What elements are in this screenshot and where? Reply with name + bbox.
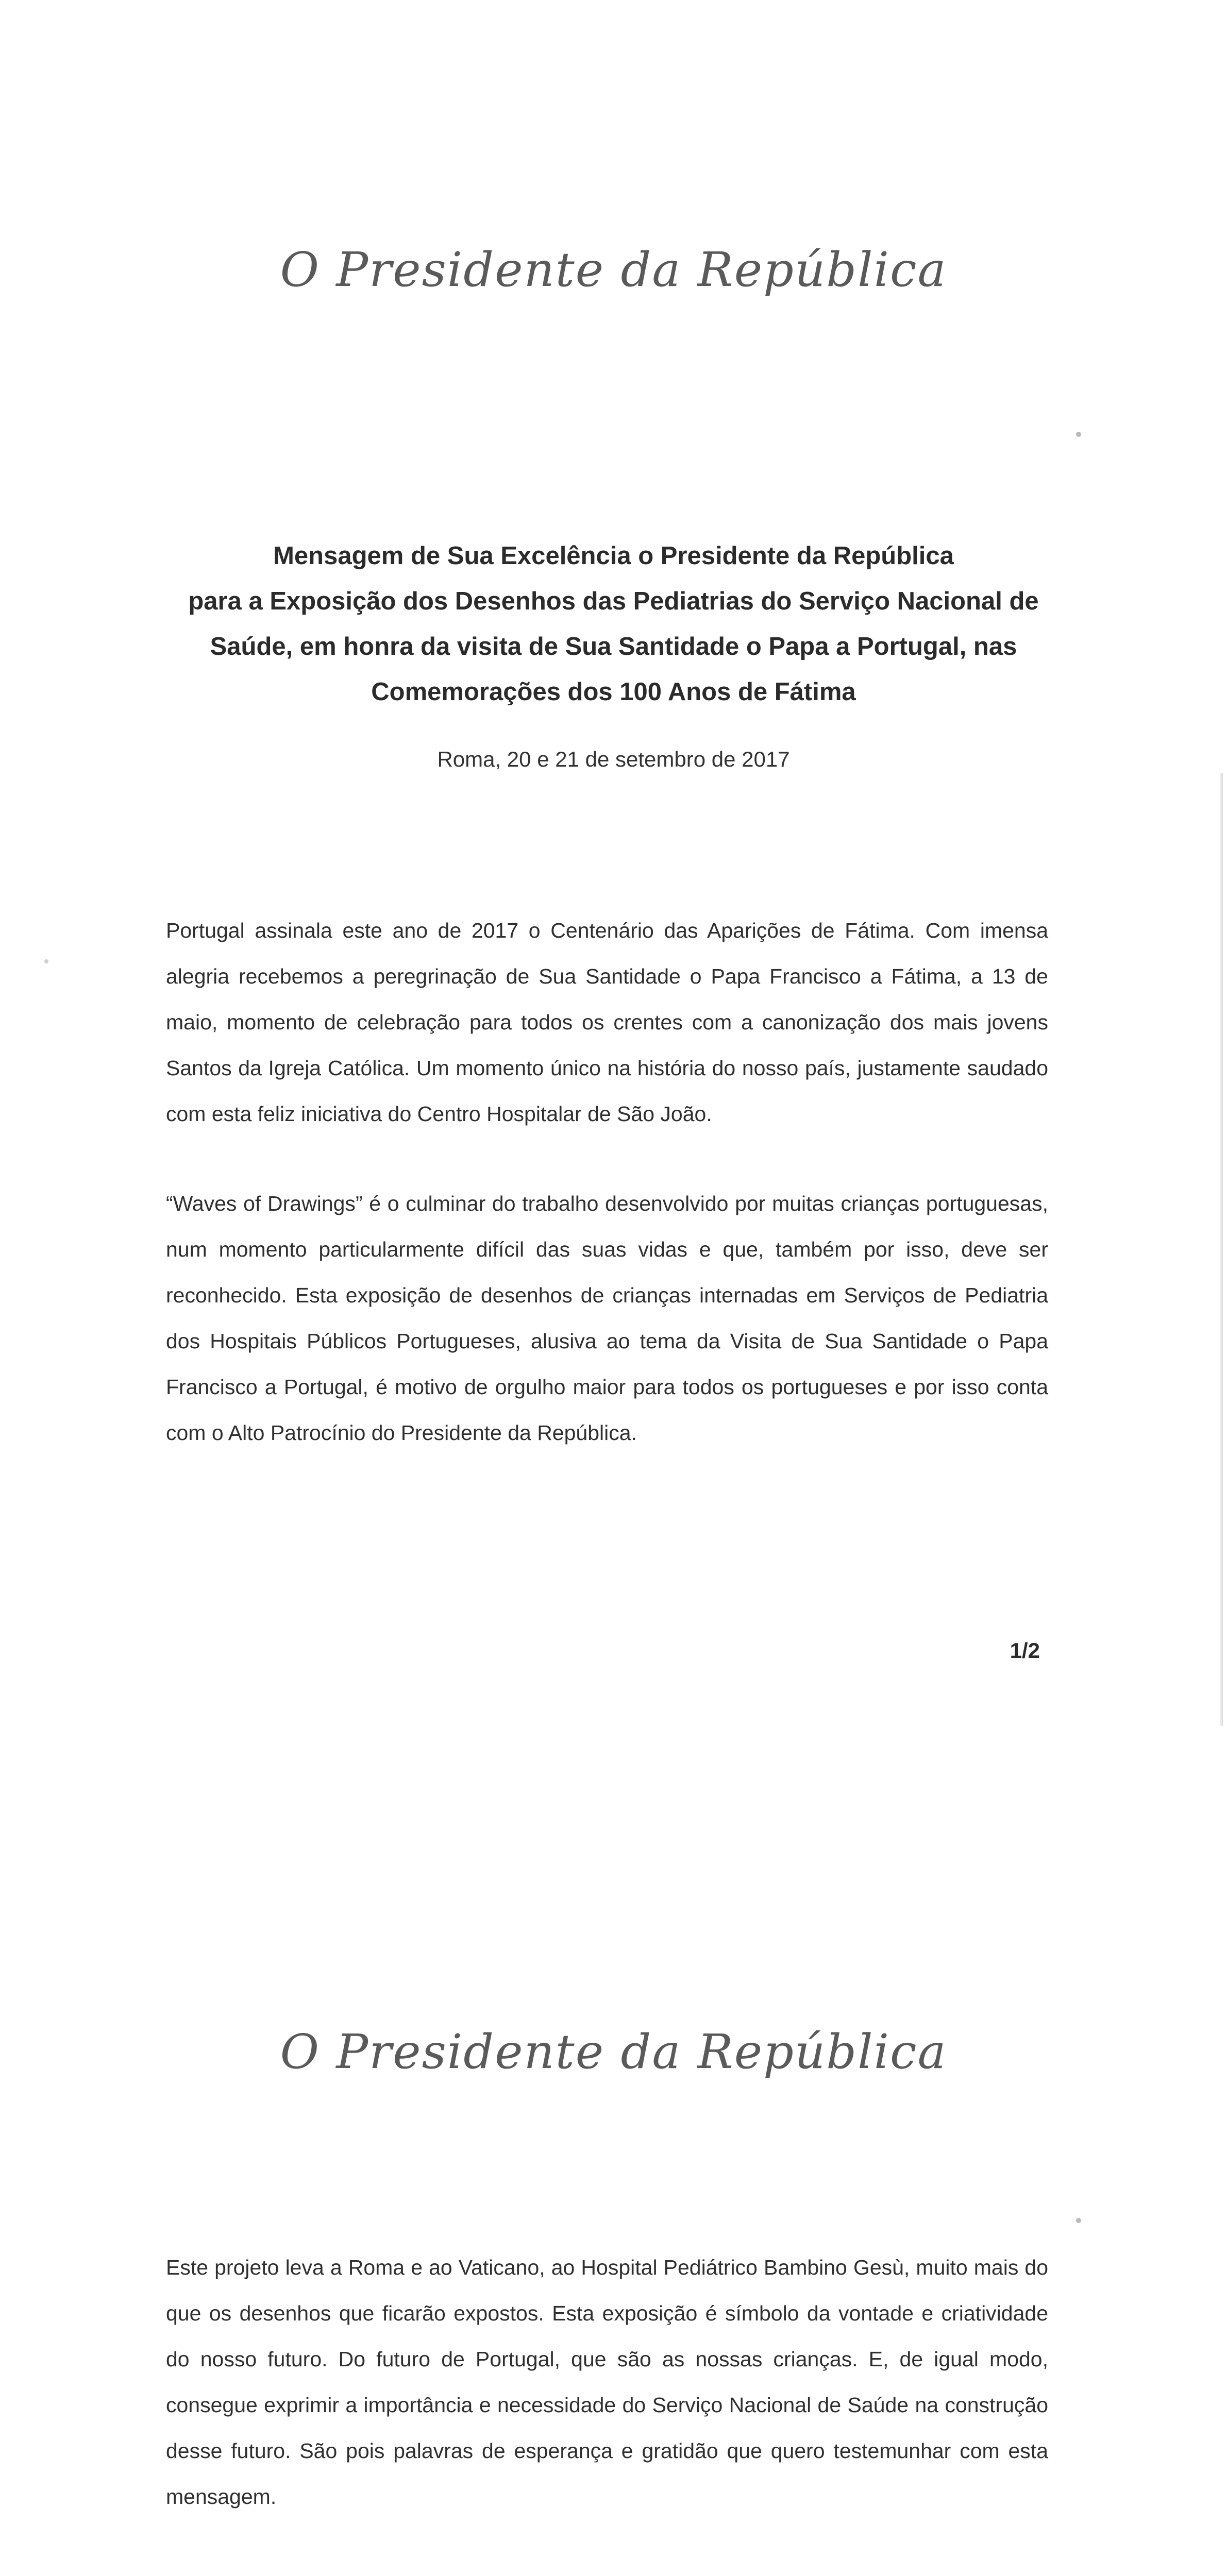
paragraph-bambino-gesu: Este projeto leva a Roma e ao Vaticano, ao Hospital Pediátrico Bambino Gesù, muito mais do que os desenhos que ficarão expostos. Esta exposição é símbolo da vontade e criatividade do nosso futuro. Do futuro de Portugal, que são as nossas crianças. E, de igual modo, consegue exprimir a importância e necessidade do Serviço Nacional de Saúde na construção desse futuro. São pois palavras de esperança e gratidão que quero testemunhar com esta mensagem. xyxy=(166,2256,1048,2509)
heading-line: Comemorações dos 100 Anos de Fátima xyxy=(371,678,856,706)
page-edge xyxy=(1220,773,1223,1726)
heading-line: para a Exposição dos Desenhos das Pediatrias do Serviço Nacional de xyxy=(188,587,1039,615)
page-2 xyxy=(0,1761,1227,2576)
page-number: 1/2 xyxy=(1010,1638,1040,1663)
scan-speck xyxy=(44,959,48,963)
paragraph-centenary: Portugal assinala este ano de 2017 o Centenário das Aparições de Fátima. Com imensa alegria recebemos a peregrinação de Sua Santidade o Papa Francisco a Fátima, a 13 de maio, momento de celebração para todos os crentes com a canonização dos mais jovens Santos da Igreja Católica. Um momento único na história do nosso país, justamente saudado com esta feliz iniciativa do Centro Hospitalar de São João. xyxy=(166,919,1048,1126)
message-heading xyxy=(186,533,1041,715)
scan-speck xyxy=(1076,2218,1081,2223)
event-location-date: Roma, 20 e 21 de setembro de 2017 xyxy=(437,747,790,771)
scan-speck xyxy=(1076,432,1081,437)
letterhead: O Presidente da República xyxy=(280,242,947,297)
heading-line: Mensagem de Sua Excelência o Presidente da República xyxy=(273,542,954,570)
heading-line: Saúde, em honra da visita de Sua Santidade o Papa a Portugal, nas xyxy=(210,633,1017,660)
letterhead: O Presidente da República xyxy=(280,2024,947,2079)
paragraph-waves-of-drawings: “Waves of Drawings” é o culminar do trabalho desenvolvido por muitas crianças portuguesas, num momento particularmente difícil das suas vidas e que, também por isso, deve ser reconhecido. Esta exposição de desenhos de crianças internadas em Serviços de Pediatria dos Hospitais Públicos Portugueses, alusiva ao tema da Visita de Sua Santidade o Papa Francisco a Portugal, é motivo de orgulho maior para todos os portugueses e por isso conta com o Alto Patrocínio do Presidente da República. xyxy=(166,1192,1048,1445)
